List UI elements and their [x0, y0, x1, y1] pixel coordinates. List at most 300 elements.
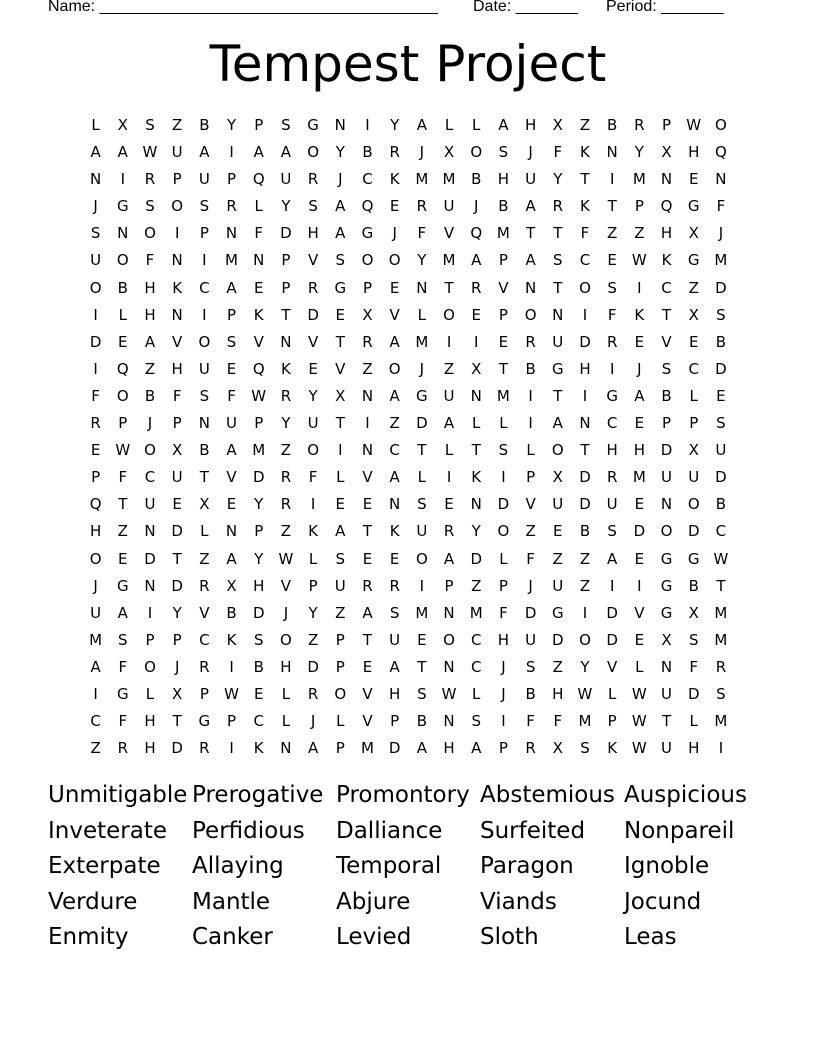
- grid-letter: E: [417, 630, 427, 649]
- grid-letter: J: [637, 359, 642, 378]
- grid-letter: J: [718, 224, 724, 243]
- grid-letter: S: [145, 197, 155, 216]
- grid-letter: E: [634, 549, 645, 568]
- grid-letter: A: [471, 739, 482, 758]
- grid-letter: C: [199, 278, 210, 297]
- grid-letter: J: [174, 657, 180, 676]
- grid-letter: E: [389, 549, 400, 568]
- grid-letter: V: [172, 332, 183, 351]
- grid-letter: Z: [90, 739, 101, 758]
- grid-letter: I: [229, 739, 234, 758]
- grid-letter: G: [361, 224, 374, 243]
- grid-letter: G: [687, 549, 700, 568]
- grid-letter: O: [361, 251, 374, 270]
- page-title: Tempest Project: [209, 35, 607, 93]
- grid-letter: R: [199, 576, 210, 595]
- grid-letter: A: [226, 441, 237, 460]
- grid-letter: Y: [226, 116, 237, 134]
- grid-letter: I: [501, 712, 506, 731]
- grid-letter: H: [144, 739, 156, 758]
- grid-letter: O: [470, 143, 483, 162]
- grid-letter: E: [716, 386, 726, 405]
- grid-letter: L: [281, 684, 291, 703]
- grid-letter: R: [307, 170, 319, 189]
- grid-letter: V: [253, 332, 264, 351]
- grid-letter: B: [117, 278, 128, 297]
- student-info-header: [48, 0, 768, 18]
- grid-letter: F: [172, 386, 182, 405]
- grid-letter: F: [689, 657, 699, 676]
- grid-letter: N: [443, 603, 455, 622]
- grid-letter: A: [389, 468, 400, 487]
- grid-letter: D: [606, 630, 618, 649]
- grid-letter: R: [280, 468, 292, 487]
- grid-letter: T: [281, 305, 291, 324]
- grid-letter: K: [226, 630, 237, 649]
- grid-letter: S: [417, 495, 427, 514]
- grid-letter: G: [660, 576, 673, 595]
- grid-letter: M: [442, 251, 456, 270]
- grid-letter: I: [609, 576, 615, 595]
- grid-letter: X: [226, 576, 237, 595]
- grid-letter: R: [90, 414, 101, 433]
- grid-letter: A: [335, 522, 346, 541]
- grid-letter: M: [714, 603, 728, 622]
- grid-letter: I: [147, 603, 153, 622]
- grid-letter: B: [715, 495, 727, 514]
- grid-row: [82, 275, 735, 302]
- grid-letter: I: [637, 576, 642, 595]
- grid-letter: E: [172, 495, 182, 514]
- grid-letter: I: [419, 576, 425, 595]
- grid-letter: E: [118, 549, 128, 568]
- grid-letter: R: [144, 170, 156, 189]
- grid-letter: D: [144, 549, 156, 568]
- grid-letter: L: [472, 116, 481, 134]
- grid-letter: D: [660, 441, 673, 460]
- word-bank-item: Temporal: [336, 853, 442, 879]
- grid-letter: N: [416, 278, 428, 297]
- date-field-label: Date: _______: [473, 0, 578, 15]
- grid-letter: O: [144, 441, 156, 460]
- grid-letter: I: [229, 143, 234, 162]
- grid-letter: N: [280, 739, 292, 758]
- grid-letter: S: [471, 712, 481, 731]
- grid-letter: D: [606, 603, 618, 622]
- grid-letter: V: [498, 278, 509, 297]
- grid-letter: W: [631, 712, 647, 731]
- grid-letter: G: [687, 251, 700, 270]
- grid-letter: Y: [335, 143, 345, 162]
- grid-letter: N: [334, 116, 346, 134]
- grid-letter: P: [254, 116, 264, 134]
- grid-letter: S: [525, 657, 536, 676]
- grid-letter: V: [634, 603, 645, 622]
- grid-letter: I: [446, 332, 452, 351]
- grid-letter: B: [661, 386, 672, 405]
- grid-letter: K: [172, 278, 183, 297]
- grid-letter: T: [553, 224, 563, 243]
- grid-letter: F: [145, 251, 155, 270]
- grid-letter: A: [280, 143, 292, 162]
- grid-letter: B: [253, 657, 264, 676]
- grid-letter: R: [226, 197, 237, 216]
- grid-letter: M: [496, 224, 510, 243]
- grid-letter: F: [499, 603, 508, 622]
- grid-letter: F: [580, 224, 590, 243]
- grid-letter: D: [252, 603, 265, 622]
- grid-letter: A: [607, 549, 618, 568]
- grid-letter: E: [362, 549, 373, 568]
- grid-letter: M: [360, 739, 374, 758]
- grid-letter: Y: [471, 522, 481, 541]
- grid-letter: T: [118, 495, 128, 514]
- grid-letter: Z: [335, 603, 346, 622]
- grid-letter: P: [634, 197, 644, 216]
- grid-letter: I: [609, 170, 615, 189]
- grid-letter: B: [144, 386, 156, 405]
- grid-letter: E: [471, 305, 481, 324]
- grid-letter: X: [335, 386, 346, 405]
- grid-letter: U: [552, 495, 564, 514]
- grid-letter: Y: [308, 603, 318, 622]
- grid-letter: P: [498, 305, 508, 324]
- grid-letter: D: [579, 332, 591, 351]
- grid-letter: A: [471, 251, 482, 270]
- grid-letter: O: [551, 441, 564, 460]
- grid-letter: J: [419, 359, 425, 378]
- grid-letter: O: [116, 251, 129, 270]
- grid-letter: A: [416, 739, 427, 758]
- grid-letter: S: [716, 414, 726, 433]
- grid-letter: Q: [660, 197, 673, 216]
- grid-letter: U: [198, 359, 210, 378]
- grid-letter: Y: [281, 414, 291, 433]
- grid-letter: M: [578, 712, 592, 731]
- grid-letter: V: [307, 251, 319, 270]
- grid-letter: N: [443, 657, 455, 676]
- grid-letter: P: [444, 576, 454, 595]
- grid-letter: U: [144, 495, 156, 514]
- grid-letter: G: [551, 603, 564, 622]
- grid-letter: N: [660, 657, 673, 676]
- grid-letter: K: [308, 522, 319, 541]
- word-bank-item: Unmitigable: [48, 782, 188, 808]
- grid-letter: U: [171, 468, 183, 487]
- grid-letter: W: [278, 549, 294, 568]
- grid-letter: C: [688, 359, 699, 378]
- grid-letter: O: [715, 116, 727, 134]
- grid-letter: P: [91, 468, 101, 487]
- grid-letter: N: [389, 495, 401, 514]
- grid-letter: I: [229, 657, 234, 676]
- grid-letter: F: [254, 224, 264, 243]
- grid-row: [82, 112, 735, 139]
- grid-letter: S: [716, 305, 726, 324]
- grid-letter: O: [524, 305, 537, 324]
- grid-letter: U: [171, 143, 183, 162]
- grid-letter: T: [199, 468, 209, 487]
- grid-letter: U: [525, 170, 537, 189]
- grid-letter: E: [253, 684, 264, 703]
- grid-letter: R: [307, 278, 319, 297]
- grid-letter: Z: [389, 414, 400, 433]
- grid-letter: S: [498, 143, 509, 162]
- grid-letter: S: [661, 359, 672, 378]
- word-bank-item: Abstemious: [480, 782, 615, 808]
- grid-letter: L: [91, 116, 100, 134]
- word-bank-item: Prerogative: [192, 782, 324, 808]
- grid-letter: I: [365, 414, 370, 433]
- grid-letter: D: [252, 468, 265, 487]
- grid-letter: B: [471, 170, 482, 189]
- grid-letter: A: [253, 143, 264, 162]
- grid-letter: S: [607, 522, 617, 541]
- grid-letter: R: [307, 684, 319, 703]
- grid-letter: Q: [252, 170, 265, 189]
- grid-letter: I: [528, 414, 533, 433]
- grid-letter: I: [93, 305, 98, 324]
- grid-letter: P: [689, 414, 699, 433]
- grid-letter: O: [687, 495, 700, 514]
- grid-letter: N: [144, 576, 156, 595]
- grid-letter: L: [254, 197, 263, 216]
- grid-letter: L: [145, 684, 155, 703]
- grid-letter: S: [580, 739, 590, 758]
- grid-letter: A: [443, 414, 455, 433]
- grid-letter: V: [362, 468, 373, 487]
- grid-letter: Z: [552, 549, 563, 568]
- grid-letter: R: [389, 143, 400, 162]
- grid-letter: B: [688, 576, 699, 595]
- grid-letter: H: [307, 224, 319, 243]
- grid-letter: H: [497, 630, 510, 649]
- grid-letter: B: [362, 143, 373, 162]
- grid-letter: M: [89, 630, 103, 649]
- grid-letter: J: [392, 224, 397, 243]
- word-bank-item: Dalliance: [336, 817, 443, 844]
- name-field-label: Name: ______________________________________: [48, 0, 438, 15]
- word-bank-item: Canker: [192, 924, 273, 950]
- grid-letter: A: [525, 251, 536, 270]
- word-bank-item: Nonpareil: [624, 817, 735, 844]
- grid-letter: F: [417, 224, 427, 243]
- grid-letter: E: [634, 495, 645, 514]
- grid-letter: D: [171, 576, 183, 595]
- grid-letter: D: [715, 278, 727, 297]
- grid-letter: E: [253, 278, 264, 297]
- grid-letter: U: [661, 468, 673, 487]
- word-bank-item: Levied: [336, 924, 412, 950]
- grid-letter: M: [415, 170, 429, 189]
- grid-letter: U: [389, 630, 401, 649]
- grid-letter: V: [226, 468, 237, 487]
- grid-letter: G: [334, 278, 347, 297]
- grid-letter: Q: [116, 359, 129, 378]
- grid-letter: S: [118, 630, 128, 649]
- grid-letter: N: [361, 386, 374, 405]
- grid-letter: L: [472, 414, 481, 433]
- grid-row: [82, 437, 735, 464]
- grid-letter: S: [607, 278, 617, 297]
- grid-letter: Z: [525, 522, 536, 541]
- grid-letter: D: [470, 549, 482, 568]
- grid-letter: I: [174, 224, 180, 243]
- grid-letter: N: [225, 522, 238, 541]
- grid-row: [82, 356, 735, 383]
- grid-letter: P: [607, 712, 617, 731]
- grid-row: [82, 329, 735, 356]
- grid-letter: H: [579, 359, 591, 378]
- grid-letter: C: [715, 522, 727, 541]
- grid-letter: P: [118, 414, 128, 433]
- grid-letter: T: [444, 278, 454, 297]
- grid-letter: Z: [634, 224, 645, 243]
- grid-letter: Y: [390, 116, 400, 134]
- grid-letter: P: [362, 278, 372, 297]
- grid-letter: B: [199, 441, 210, 460]
- grid-letter: T: [580, 441, 590, 460]
- grid-letter: L: [336, 468, 345, 487]
- grid-letter: U: [715, 441, 727, 460]
- grid-letter: Z: [280, 522, 292, 541]
- grid-letter: Y: [417, 251, 427, 270]
- grid-letter: A: [307, 739, 319, 758]
- grid-letter: B: [416, 712, 427, 731]
- grid-letter: Z: [117, 522, 128, 541]
- grid-letter: I: [474, 332, 479, 351]
- grid-letter: F: [118, 657, 128, 676]
- grid-letter: P: [199, 224, 209, 243]
- grid-letter: W: [631, 684, 647, 703]
- grid-letter: J: [501, 657, 506, 676]
- grid-letter: Z: [280, 441, 292, 460]
- grid-letter: L: [499, 414, 508, 433]
- grid-letter: I: [202, 305, 207, 324]
- grid-letter: H: [144, 278, 156, 297]
- grid-letter: O: [497, 522, 510, 541]
- grid-letter: T: [661, 305, 672, 324]
- grid-letter: X: [552, 468, 563, 487]
- grid-letter: I: [718, 739, 724, 758]
- grid-letter: R: [634, 116, 645, 134]
- grid-letter: Z: [579, 116, 591, 134]
- grid-letter: P: [227, 305, 237, 324]
- grid-letter: J: [93, 576, 98, 595]
- grid-letter: S: [199, 386, 210, 405]
- grid-letter: U: [334, 576, 346, 595]
- grid-letter: N: [144, 522, 156, 541]
- grid-letter: G: [307, 116, 319, 134]
- grid-letter: J: [528, 576, 533, 595]
- grid-letter: F: [553, 712, 563, 731]
- grid-letter: J: [474, 197, 479, 216]
- grid-letter: K: [580, 197, 590, 216]
- grid-letter: O: [280, 630, 292, 649]
- grid-letter: A: [389, 386, 400, 405]
- grid-letter: N: [198, 414, 210, 433]
- grid-letter: O: [307, 143, 319, 162]
- grid-letter: M: [632, 170, 646, 189]
- grid-letter: H: [688, 739, 700, 758]
- grid-letter: T: [526, 224, 536, 243]
- grid-letter: R: [606, 332, 618, 351]
- grid-letter: S: [199, 197, 210, 216]
- grid-letter: L: [281, 712, 291, 731]
- grid-row: [82, 166, 735, 193]
- grid-letter: W: [686, 116, 702, 134]
- grid-letter: I: [609, 359, 615, 378]
- grid-letter: D: [633, 522, 646, 541]
- grid-letter: A: [226, 278, 237, 297]
- grid-row: [82, 464, 735, 491]
- word-bank-item: Viands: [480, 888, 557, 915]
- word-bank-item: Leas: [624, 924, 677, 950]
- word-bank: [48, 778, 768, 956]
- grid-letter: H: [497, 170, 510, 189]
- grid-letter: E: [362, 495, 373, 514]
- word-bank-item: Enmity: [48, 924, 129, 950]
- grid-letter: J: [528, 143, 533, 162]
- grid-letter: B: [715, 332, 727, 351]
- grid-letter: L: [689, 712, 698, 731]
- grid-letter: B: [226, 603, 237, 622]
- grid-letter: O: [116, 386, 129, 405]
- grid-letter: S: [553, 251, 563, 270]
- grid-letter: P: [172, 414, 182, 433]
- grid-letter: W: [713, 549, 729, 568]
- word-bank-item: Inveterate: [48, 817, 168, 844]
- grid-letter: I: [93, 684, 98, 703]
- grid-row: [82, 193, 735, 220]
- grid-letter: L: [472, 684, 481, 703]
- grid-letter: H: [144, 712, 156, 731]
- grid-letter: Z: [172, 116, 183, 134]
- grid-letter: Y: [580, 657, 590, 676]
- grid-letter: I: [582, 603, 588, 622]
- grid-letter: R: [552, 197, 563, 216]
- grid-letter: H: [443, 739, 455, 758]
- grid-letter: P: [526, 468, 536, 487]
- grid-letter: E: [308, 359, 318, 378]
- grid-letter: S: [389, 603, 400, 622]
- grid-letter: K: [253, 305, 264, 324]
- grid-letter: C: [90, 712, 101, 731]
- grid-letter: Y: [553, 170, 563, 189]
- grid-letter: E: [389, 278, 400, 297]
- grid-row: [82, 491, 735, 518]
- grid-letter: X: [552, 116, 563, 134]
- grid-letter: H: [660, 224, 673, 243]
- word-bank-item: Verdure: [48, 888, 138, 915]
- grid-letter: N: [280, 332, 292, 351]
- grid-letter: P: [254, 522, 264, 541]
- grid-letter: K: [389, 522, 400, 541]
- grid-letter: Z: [688, 278, 699, 297]
- grid-letter: X: [117, 116, 128, 134]
- grid-letter: D: [715, 359, 727, 378]
- grid-letter: E: [335, 495, 346, 514]
- grid-letter: E: [688, 332, 699, 351]
- grid-letter: Q: [361, 197, 374, 216]
- grid-letter: A: [389, 657, 400, 676]
- grid-letter: T: [471, 441, 481, 460]
- grid-letter: L: [118, 305, 127, 324]
- grid-letter: D: [307, 657, 319, 676]
- grid-letter: P: [227, 170, 237, 189]
- grid-row: [82, 410, 735, 437]
- grid-letter: L: [336, 712, 345, 731]
